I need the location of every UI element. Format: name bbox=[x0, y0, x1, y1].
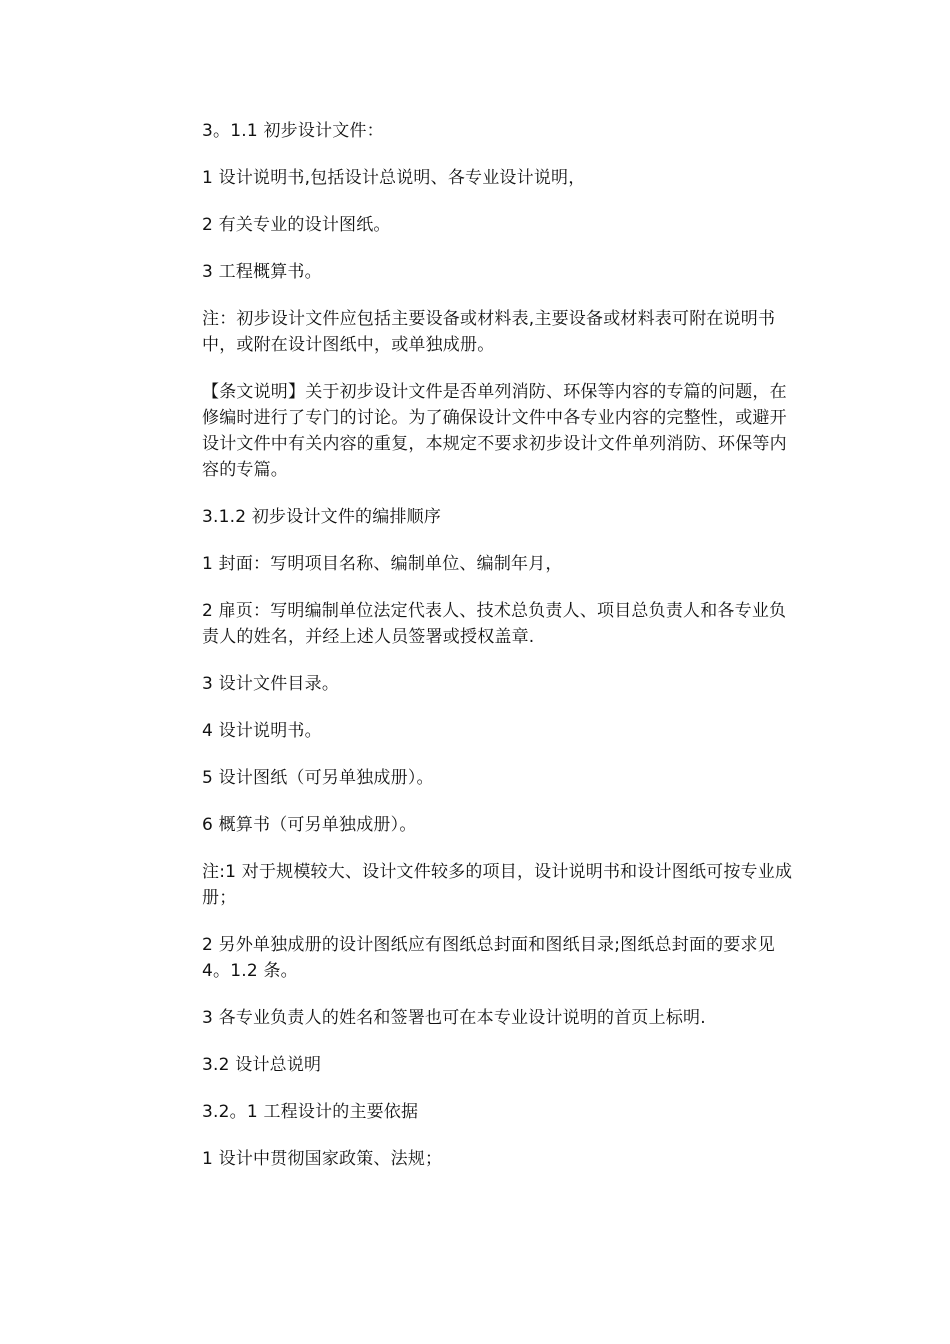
note-paragraph: 3 各专业负责人的姓名和签署也可在本专业设计说明的首页上标明. bbox=[202, 1008, 706, 1028]
list-item: 6 概算书（可另单独成册）。 bbox=[202, 815, 417, 835]
note-paragraph: 注:1 对于规模较大、设计文件较多的项目，设计说明书和设计图纸可按专业成册； bbox=[202, 862, 793, 908]
section-heading-3-1-1: 3。1.1 初步设计文件： bbox=[202, 121, 384, 141]
list-item: 4 设计说明书。 bbox=[202, 721, 322, 741]
list-item: 1 封面：写明项目名称、编制单位、编制年月， bbox=[202, 554, 563, 574]
list-item: 1 设计说明书,包括设计总说明、各专业设计说明， bbox=[202, 168, 586, 188]
clause-explanation-paragraph: 【条文说明】关于初步设计文件是否单列消防、环保等内容的专篇的问题，在修编时进行了专门的讨论。为了确保设计文件中各专业内容的完整性，或避开设计文件中有关内容的重复，本规定不要求初步设计文件单列消防、环保等内容的专篇。 bbox=[202, 382, 787, 480]
section-heading-3-2: 3.2 设计总说明 bbox=[202, 1055, 322, 1075]
note-paragraph: 2 另外单独成册的设计图纸应有图纸总封面和图纸目录;图纸总封面的要求见 4。1.2 条。 bbox=[202, 935, 775, 981]
list-item: 3 工程概算书。 bbox=[202, 262, 322, 282]
list-item: 2 扉页：写明编制单位法定代表人、技术总负责人、项目总负责人和各专业负责人的姓名，并经上述人员签署或授权盖章. bbox=[202, 601, 787, 647]
document-body bbox=[202, 118, 802, 1193]
note-paragraph: 注：初步设计文件应包括主要设备或材料表,主要设备或材料表可附在说明书中，或附在设计图纸中，或单独成册。 bbox=[202, 309, 776, 355]
section-heading-3-2-1: 3.2。1 工程设计的主要依据 bbox=[202, 1102, 419, 1122]
list-item: 1 设计中贯彻国家政策、法规； bbox=[202, 1149, 443, 1169]
list-item: 5 设计图纸（可另单独成册）。 bbox=[202, 768, 434, 788]
list-item: 2 有关专业的设计图纸。 bbox=[202, 215, 391, 235]
section-heading-3-1-2: 3.1.2 初步设计文件的编排顺序 bbox=[202, 507, 442, 527]
list-item: 3 设计文件目录。 bbox=[202, 674, 340, 694]
